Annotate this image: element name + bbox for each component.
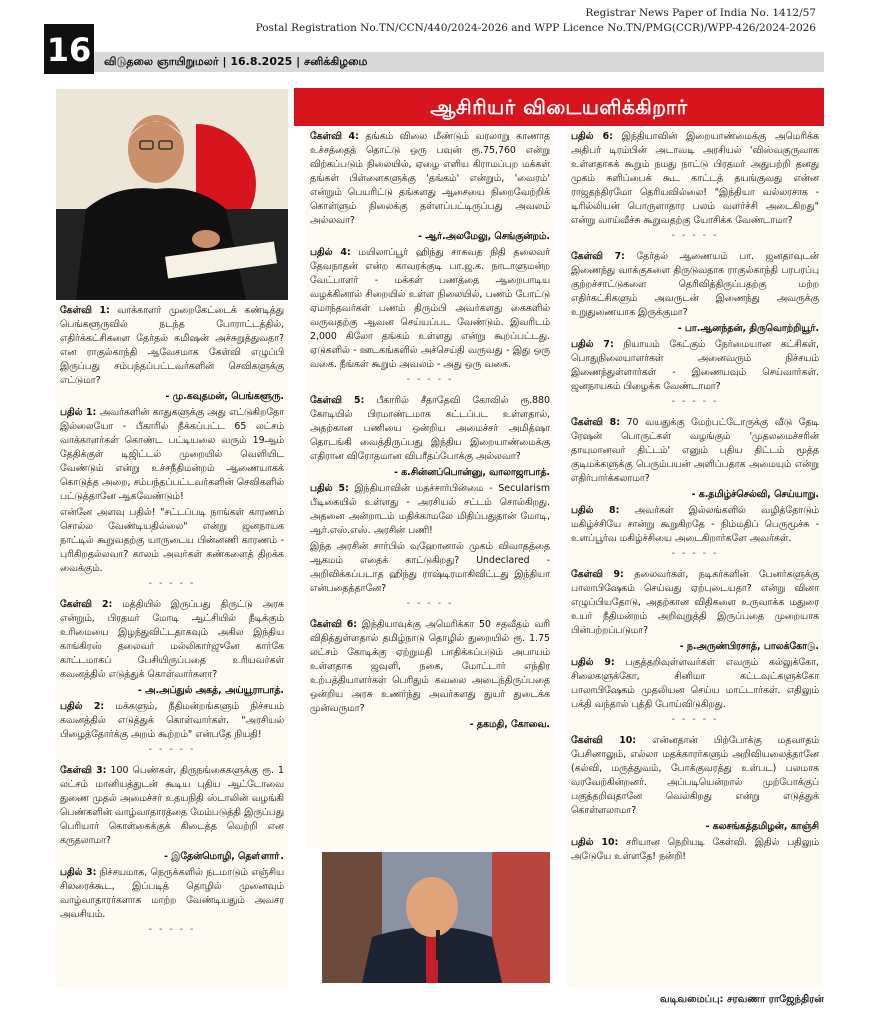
question-label: கேள்வி 10:	[571, 735, 637, 746]
separator: - - - - -	[406, 598, 454, 609]
question-label: கேள்வி 8:	[571, 417, 620, 428]
answer-8	[571, 504, 819, 546]
column-3	[567, 128, 823, 988]
questioner-signature: - ஆர்.அலமேலு, செங்குன்றம்.	[418, 231, 550, 242]
question-label: கேள்வி 1:	[60, 305, 110, 316]
question-text: தங்கம் விலை மீண்டும் வரலாறு காணாத உச்சத்தைத் தொட்டு ஒரு பவுன் ரூ.75,760 என்று விற்கப்படும் நிலையில், ஏழை எளிய கிராமப்புற மக்கள் தங்கள் பிள்ளைகளுக்கு 'தங்கம்' என்றும், 'வைரம்' என்றும் பெயரிட்டு தங்களது ஆசையை நிறைவேற்றிக் கொள்ளும் நிலைக்கு தள்ளப்பட்டிருப்பது அவலம் அல்லவா?	[310, 131, 550, 226]
answer-3	[60, 866, 284, 922]
question-text: மத்தியில் இருப்பது திருட்டு அரசு என்றும், பிரதமர் மோடி ஆட்சியில் நீடிக்கும் உரிமையை இழந்துவிட்டதாகவும் அகில இந்திய காங்கிரஸ் தலைவர் மல்லிகார்ஜுனே கார்கே காட்டமாகப் பேசியிருப்பதை உரியவர்கள் கவனத்தில் எடுத்துக் கொள்வார்களா?	[60, 599, 284, 680]
answer-label: பதில் 10:	[571, 837, 619, 848]
answer-label: பதில் 4:	[310, 247, 351, 258]
postal-line: Postal Registration No.TN/CCN/440/2024-2026 and WPP Licence No.TN/PMG(CCR)/WPP-426/2024-2026	[255, 22, 816, 34]
answer-9	[571, 656, 819, 712]
registrar-line: Registrar News Paper of India No. 1412/57	[585, 7, 816, 19]
publication-date: 16.8.2025	[230, 55, 293, 68]
design-credit: வடிவமைப்பு: சரவணா ராஜேந்திரன்	[660, 994, 824, 1005]
question-8	[571, 416, 819, 486]
question-label: கேள்வி 7:	[571, 251, 625, 262]
answer-text: சரியான நெறியடி கேள்வி. இதில் பதிலும் அடுேயே உள்ளதே! நன்றி!	[571, 837, 820, 862]
question-10	[571, 734, 819, 818]
question-text: 70 வயதுக்கு மேற்பட்டோருக்கு வீடு தேடி ரேஷன் பொருட்கள் வழங்கும் 'முதலமைச்சரின் தாயுமானவர் திட்டம்' எனும் புதிய திட்டம் மூத்த குடிமக்களுக்கு பெரும்பயன் அளிப்பதாக அமையும் என்று எதிர்பார்க்கலாமா?	[571, 417, 819, 484]
questioner-signature: - அ.அப்துல் அகத், அய்யூராபாத்.	[137, 685, 284, 696]
question-text: பீகாரில் சீதாதேவி கோவில் ரூ.880 கோடியில் பிரமாண்டமாக கட்டப்பட உள்ளதால், அதற்கான பணியை ஒன்றிய அமைச்சர் அமித்ஷா தொடங்கி வைத்திருப்பது இந்திய இறையாண்மைக்கு எதிரான விரோதமான விபரீதப்போக்கு அல்லவா?	[310, 395, 550, 462]
answer-2	[60, 700, 284, 742]
answer-text: இந்தியாவின் மதச்சார்பின்மை - Secularism பீடிகையில் உள்ளது - அரசியல் சட்டம் சொல்கிறது. அதனை அன்றாடம் மதிக்காமலே மிதிப்பதுதான் மோடி, ஆர்.எஸ்.எஸ். அரசின் பணி!	[310, 483, 550, 536]
question-label: கேள்வி 6:	[310, 619, 358, 630]
answer-5-continued: இந்த அரசின் சார்பில் வுஹோனால் முகம் விவாதத்தை ஆகமம் எதைக் காட்டுகிறது? Undeclared - அறிவிக்கப்படாத ஹிந்து ராஷ்டிரமாகிவிட்டது இந்தியா என்பதைத்தானே?	[310, 541, 550, 594]
question-2	[60, 598, 284, 682]
question-text: தலைவர்கள், நடிகர்களின் பேனர்களுக்கு பாலாபிஷேகம் செய்வது ஏற்புடையதா? என்று வினா எழுப்பியதோடு, அதற்கான விதிகளை உருவாக்க மதுரை உயர் நீதிமன்றம் அறிவுறுத்தி இருப்பதை முறையாக பின்பற்றப்படுமா?	[571, 569, 819, 636]
answer-5	[310, 482, 550, 538]
separator: - - - - -	[671, 714, 719, 725]
question-text: இந்தியாவுக்கு அமெரிக்கா 50 சதவீதம் வரி விதித்துள்ளதால் தமிழ்நாடு தொழில் துறையில் ரூ. 1.75 லட்சம் கோடிக்கு ஏற்றுமதி பாதிக்கப்படும் அபாயம் உள்ளதாக ஜவுளி, நகை, மோட்டார் எந்திர உற்பத்தியாளர்கள் பெரிதும் கவலை அடைந்திருப்பதை ஒன்றிய அரசு உணர்ந்து அவர்களது துயர் துடைக்க முன்வருமா?	[310, 619, 550, 714]
answer-text: நிச்சயமாக, நெருக்களில் நடமாடும் எஞ்சிய சிலரைக்கூட, இப்படித் தொழில் முனைவும் வாழ்வாதாரர்களாக மாற்ற வேண்டியதும் அவசர அவசியம்.	[60, 867, 285, 920]
answer-1-continued: என்னே அளவு பதில்! "சட்டப்படி நாங்கள் காரணம் சொல்ல வேண்டியதில்லை" என்று ஜனநாயக நாட்டில் கூறுவதற்கு யாருடைய பின்னணி காரணம் - புரிகிறதல்லவா? காலம் அவர்கள் கண்களைத் திறக்க வைக்கும்.	[60, 507, 284, 574]
answer-text: மயிலாப்பூர் ஹிந்து சாசுவத நிதி தலைவர் தேவநாதன் என்ற காவரக்குடி பா.ஜ.க. நாடாளுமன்ற வேட்பாளர் - மக்கள் பணத்தை ஆறைபாடிய வழக்கினால் சிறையில் உள்ள நிலையில், பணம் போட்டு ஏமாந்தவர்கள் பணம் திரும்பி அவர்களது கைகளில் வருவதற்கு ஆவன செய்யப்பட வேண்டும். இவரிடம் 2,000 கிலோ தங்கம் உள்ளது என்று கூறப்பட்டது. ஏடுகளில் - ஊடகங்களில் அச்செய்தி வருவது - இது ஒரு வகை. நீங்கள் கூறும் அவலம் - அது ஒரு வகை.	[310, 247, 550, 370]
answer-label: பதில் 1:	[60, 407, 97, 418]
page-number: 16	[46, 31, 92, 69]
question-6	[310, 618, 550, 716]
publication-name: விடுதலை ஞாயிறுமலர்	[104, 55, 219, 68]
question-text: என்னதான் பிற்போக்கு மதவாதம் பேசினாலும், எல்லா மதக்காரர்களும் அறிவியலைத்தானே (கல்வி, மருத்துவம், போக்குவரத்து உள்பட) பலமாக வரவேற்கின்றனர். அப்படியென்றால் முற்போக்குப் பகுத்தறிவுதானே வெல்கிறது என்று எடுத்துக் கொள்ளலாமா?	[571, 735, 819, 816]
column-1	[56, 302, 288, 988]
registration-block	[150, 6, 816, 36]
separator-1: |	[222, 55, 231, 68]
author-photo-illustration	[56, 89, 288, 300]
questioner-signature: - இதேன்மொழி, தௌ்ளாா்.	[164, 851, 284, 862]
question-7	[571, 250, 819, 320]
question-5	[310, 394, 550, 464]
question-label: கேள்வி 5:	[310, 395, 365, 406]
answer-text: நியாயம் கேட்கும் நேர்மையான கட்சிகள், பொதுநிலையாளர்கள் அனைவரும் நிச்சயம் இணைந்துள்ளார்கள் - இணையவும் செய்வார்கள். ஜனநாயகம் பிழைக்க வேண்டாமா?	[571, 339, 820, 392]
answer-text: பகுத்தறிவுள்ளவர்கள் எவரும் கல்லுக்கோ, சிலைகளுக்கோ, சினிமா கட்டவுட்களுக்கோ பாலாபிஷேகம் முதலியன செய்ய மாட்டார்கள். எதிலும் பக்தி வந்தால் புத்தி போய்விடுகிறது.	[571, 657, 819, 710]
questioner-signature: - ந.அருண்பிரசாத், பாலக்கோடு.	[679, 641, 819, 652]
answer-label: பதில் 7:	[571, 339, 614, 350]
question-label: கேள்வி 9:	[571, 569, 624, 580]
news-photo	[322, 852, 550, 983]
question-label: கேள்வி 3:	[60, 765, 107, 776]
question-text: 100 பெண்கள், திருநங்கைகளுக்கு ரூ. 1 லட்சம் மானியத்துடன் கூடிய புதிய ஆட்டோவை துணை முதல் அமைச்சர் உதயநிதி ஸ்டாலின் வழங்கி பெண்களின் வாழ்வாதாரத்தை மேம்படுத்தி இருப்பது பெரியார் கொள்கைக்குக் கிடைத்த வெற்றி என கருதலாமா?	[60, 765, 284, 846]
answer-label: பதில் 8:	[571, 505, 620, 516]
separator: - - - - -	[406, 374, 454, 385]
questioner-signature: - கலசங்கத்தமிழன், காஞ்சி	[705, 821, 819, 832]
separator: - - - - -	[148, 578, 196, 589]
separator: - - - - -	[671, 548, 719, 559]
answer-4	[310, 246, 550, 372]
answer-text: அவர்கள் இல்லங்களில் வழித்தோடும் மகிழ்ச்சியே சான்று கூறுகிறதே - நிம்மதிப் பெருமூச்சு - உளப்பூர்வ மகிழ்ச்சியை அடைகிறார்களே அவர்கள்.	[571, 505, 819, 544]
question-label: கேள்வி 4:	[310, 131, 359, 142]
separator: - - - - -	[148, 744, 196, 755]
separator-2: |	[296, 55, 304, 68]
answer-6	[571, 130, 819, 228]
answer-label: பதில் 5:	[310, 483, 349, 494]
answer-text: மக்களும், நீதிமன்றங்களும் நிச்சயம் கவனத்தில் எடுத்துக் கொள்வார்கள். "அரசியல் பிழைத்தோர்க்கு அறம் கூற்றம்" என்பதே நியதி!	[60, 701, 284, 740]
question-text: வாக்காளர் முறைகேட்டைக் கண்டித்து பெங்களூருவில் நடந்த போராட்டத்தில், எதிர்க்கட்சிகளை தேர்தல் கமிஷன் அச்சுறுத்துவதா? என ராகுல்காந்தி ஆவேசமாக கேள்வி எழுப்பி இருப்பது சம்பந்தப்பட்டவர்களின் செவிகளுக்கு எட்டுமா?	[60, 305, 284, 386]
answer-label: பதில் 2:	[60, 701, 105, 712]
answer-10	[571, 836, 819, 864]
question-3	[60, 764, 284, 848]
separator: - - - - -	[148, 924, 196, 935]
answer-label: பதில் 9:	[571, 657, 615, 668]
news-photo-illustration	[322, 852, 550, 983]
question-label: கேள்வி 2:	[60, 599, 113, 610]
questioner-signature: - பா.ஆனந்தன், திருவொற்றியூர்.	[677, 323, 819, 334]
answer-label: பதில் 6:	[571, 131, 613, 142]
questioner-signature: - க.தமிழ்ச்செல்வி, செய்யாறு.	[691, 489, 819, 500]
question-9	[571, 568, 819, 638]
column-2	[306, 128, 554, 848]
answer-label: பதில் 3:	[60, 867, 97, 878]
separator: - - - - -	[671, 396, 719, 407]
author-photo	[56, 89, 288, 300]
answer-text: அவர்களின் காதுகளுக்கு அது எட்டுகிறதோ இல்லையோ - பீகாரில் நீக்கப்பட்ட 65 லட்சம் வாக்காளர்கள் கொண்ட பட்டியலை வரும் 19ஆம் தேதிக்குள் டிஜிட்டல் முறையில் வெளியிட வேண்டும் என்று உச்சநீதிமன்றம் ஆணையாகக் கொடுத்த அறை, சம்பந்தப்பட்டவர்களின் செவிகளில் பட்டுத்தானே ஆகவேண்டும்!	[60, 407, 284, 502]
questioner-signature: - தகமதி, கோவை.	[469, 719, 550, 730]
questioner-signature: - மு.கவுதமன், பெங்களூரு.	[165, 391, 284, 402]
question-text: தேர்தல் ஆணையம் பா. ஜனதாவுடன் இணைந்து வாக்குகளை திருடுவதாக ராகுல்காந்தி பரபரப்பு குற்றச்சாட்டுகளை தெரிவித்திருப்பதற்கு மற்ற எதிர்கட்சிகளும் அவருடன் இணைந்து அவருக்கு உறுதுணையாக இருக்குமா?	[571, 251, 819, 318]
publication-line	[104, 55, 367, 70]
separator: - - - - -	[671, 230, 719, 241]
answer-1	[60, 406, 284, 504]
answer-text: இந்தியாவின் இறையாண்மைக்கு அமெரிக்க அதிபர் டிரம்பின் அடாவடி அரசியல் 'விஸ்வகுருவாக உள்ளதாகக் கூறும் நமது நாட்டு பிரதமர் அதுபற்றி தனது முகம் சுளிப்பைக் கூட காட்டத் தயங்குவது என்ன ராஜதந்திரமோ தெரியவில்லை! "இந்தியா வல்லரசாக - டிரில்லியன் பொருளாதார பலம் வளர்ச்சி அடைகிறது" என்று வாய்வீச்சு கூறுவதற்கு யோசிக்க வேண்டாமா?	[571, 131, 819, 226]
question-4	[310, 130, 550, 228]
answer-7	[571, 338, 819, 394]
questioner-signature: - க.சின்னப்பொன்னு, வாலாஜாபாத்.	[394, 467, 550, 478]
question-1	[60, 304, 284, 388]
publication-day: சனிக்கிழமை	[304, 55, 368, 68]
page-title: ஆசிரியர் விடையளிக்கிறார்	[430, 95, 688, 119]
